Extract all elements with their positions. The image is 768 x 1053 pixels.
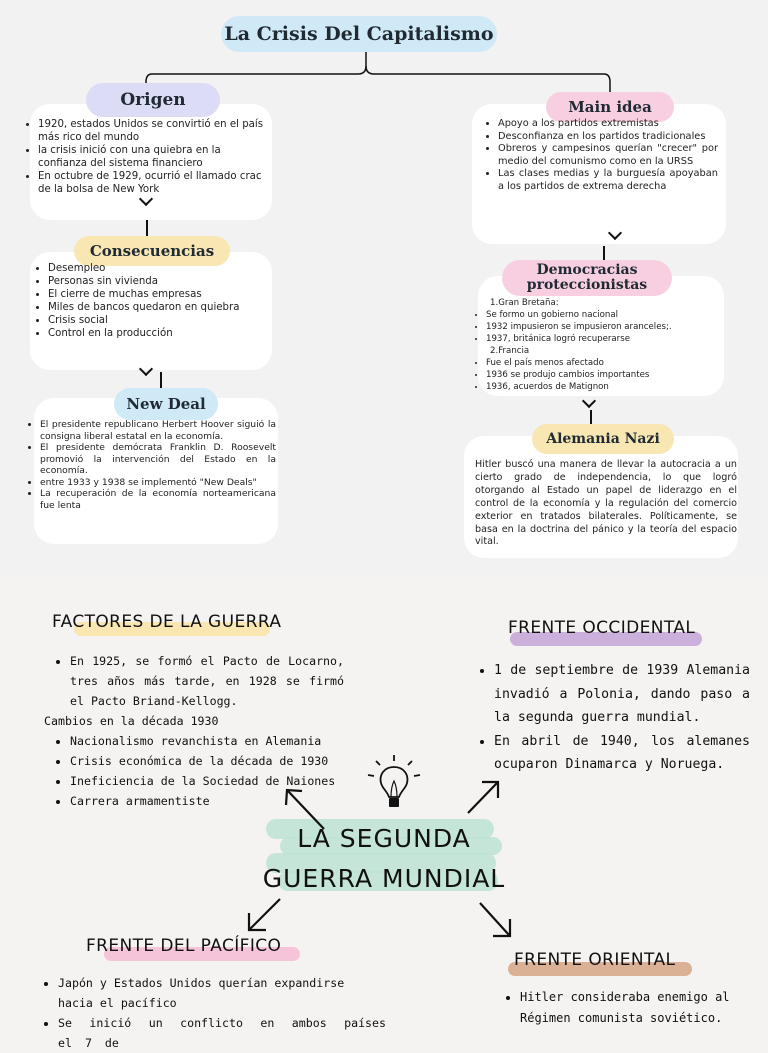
arrow-icon: [280, 785, 332, 835]
connector-line: [160, 372, 162, 388]
list-item: • El presidente republicano Herbert Hoover siguió la consigna liberal estatal en la economía.: [40, 419, 276, 442]
crisis-title: La Crisis Del Capitalismo: [221, 16, 497, 52]
pacifico-list: [34, 973, 386, 1053]
new-deal-list: [40, 419, 276, 511]
list-item: • En 1925, se formó el Pacto de Locarno, tres años más tarde, en 1928 se firmó el Pacto Briand-Kellogg.: [70, 651, 344, 711]
list-item: • La recuperación de la economía norteamericana fue lenta: [40, 488, 276, 511]
factores-list: [44, 651, 344, 711]
list-item: • El cierre de muchas empresas: [48, 288, 254, 301]
arrow-icon: [464, 777, 504, 817]
list-item: • Las clases medias y la burguesía apoyaban a los partidos de extrema derecha: [498, 168, 718, 193]
list-item: • Fue el país menos afectado: [486, 357, 718, 369]
list-item: • Nacionalismo revanchista en Alemania: [70, 731, 344, 751]
occidental-heading: FRENTE OCCIDENTAL: [508, 618, 696, 638]
origen-list: [38, 118, 266, 196]
arrow-icon: [244, 895, 284, 935]
origen-heading: Origen: [86, 83, 220, 117]
list-item: • Apoyo a los partidos extremistas: [498, 118, 718, 131]
list-item: • Obreros y campesinos querían "crecer" por medio del comunismo como en la URSS: [498, 143, 718, 168]
list-item: • 1936, acuerdos de Matignon: [486, 381, 718, 393]
connector-line: [590, 410, 592, 424]
alemania-heading: Alemania Nazi: [532, 424, 674, 454]
list-item: • 1 de septiembre de 1939 Alemania invadió a Polonia, dando paso a la segunda guerra mundial.: [494, 659, 750, 730]
list-item: • 1936 se produjo cambios importantes: [486, 369, 718, 381]
connector-line: [603, 246, 605, 260]
francia-label: 2.Francia: [490, 346, 530, 356]
list-item: • Japón y Estados Unidos querían expandirse hacia el pacífico: [58, 973, 386, 1013]
list-item: • Miles de bancos quedaron en quiebra: [48, 301, 254, 314]
list-item: • 1920, estados Unidos se convirtió en el país más rico del mundo: [38, 118, 266, 144]
alemania-text: Hitler buscó una manera de llevar la autocracia a un cierto grado de independencia, lo que logró otorgando al Estado un papel de liderazgo en el control de la economía y la regulación del comercio exterior en tratados bilaterales. Políticamente, se basa en la doctrina del pánico y la teoría del espacio vital.: [475, 459, 737, 548]
democracias-heading: Democracias proteccionistas: [502, 260, 672, 296]
list-item: • Ineficiencia de la Sociedad de Naiones: [70, 771, 344, 791]
main-idea-heading: Main idea: [546, 92, 674, 122]
lightbulb-icon: [362, 753, 426, 817]
chevron-down-icon: [582, 394, 596, 408]
ww2-center-title: LA SEGUNDA GUERRA MUNDIAL: [262, 824, 506, 893]
occidental-list: [470, 659, 750, 777]
list-item: • 1937, británica logró recuperarse: [486, 333, 718, 345]
gran-bretana-label: 1.Gran Bretaña:: [490, 298, 559, 308]
list-item: • Crisis económica de la década de 1930: [70, 751, 344, 771]
democracias-content: [486, 297, 718, 393]
main-idea-list: [498, 118, 718, 193]
factores-sub-label: Cambios en la década 1930: [44, 714, 219, 728]
list-item: • Se formo un gobierno nacional: [486, 309, 718, 321]
factores-heading: FACTORES DE LA GUERRA: [52, 612, 282, 632]
ww2-section: [0, 575, 768, 1050]
list-item: • Desempleo: [48, 262, 254, 275]
francia-list: [486, 357, 718, 393]
list-item: • Crisis social: [48, 314, 254, 327]
list-item: • entre 1933 y 1938 se implementó "New Deals": [40, 477, 276, 489]
oriental-list: [494, 987, 734, 1029]
list-item: • El presidente demócrata Franklin D. Roosevelt promovió la intervención del Estado en la economía.: [40, 442, 276, 477]
list-item: • Se inició un conflicto en ambos países el 7 de: [58, 1013, 386, 1053]
list-item: • Hitler consideraba enemigo al Régimen comunista soviético.: [520, 987, 734, 1029]
list-item: • Carrera armamentiste: [70, 791, 344, 811]
pacifico-heading: FRENTE DEL PACÍFICO: [86, 936, 282, 956]
list-item: • Control en la producción: [48, 327, 254, 340]
list-item: • 1932 impusieron se impusieron aranceles;.: [486, 321, 718, 333]
list-item: • Personas sin vivienda: [48, 275, 254, 288]
consecuencias-heading: Consecuencias: [74, 236, 230, 266]
arrow-icon: [476, 899, 516, 941]
list-item: • En octubre de 1929, ocurrió el llamado crac de la bolsa de New York: [38, 170, 266, 196]
consecuencias-list: [48, 262, 254, 340]
list-item: • la crisis inició con una quiebra en la confianza del sistema financiero: [38, 144, 266, 170]
new-deal-heading: New Deal: [114, 388, 218, 420]
gran-bretana-list: [486, 309, 718, 345]
list-item: • Desconfianza en los partidos tradicionales: [498, 131, 718, 144]
list-item: • En abril de 1940, los alemanes ocuparon Dinamarca y Noruega.: [494, 730, 750, 777]
oriental-heading: FRENTE ORIENTAL: [514, 950, 676, 970]
